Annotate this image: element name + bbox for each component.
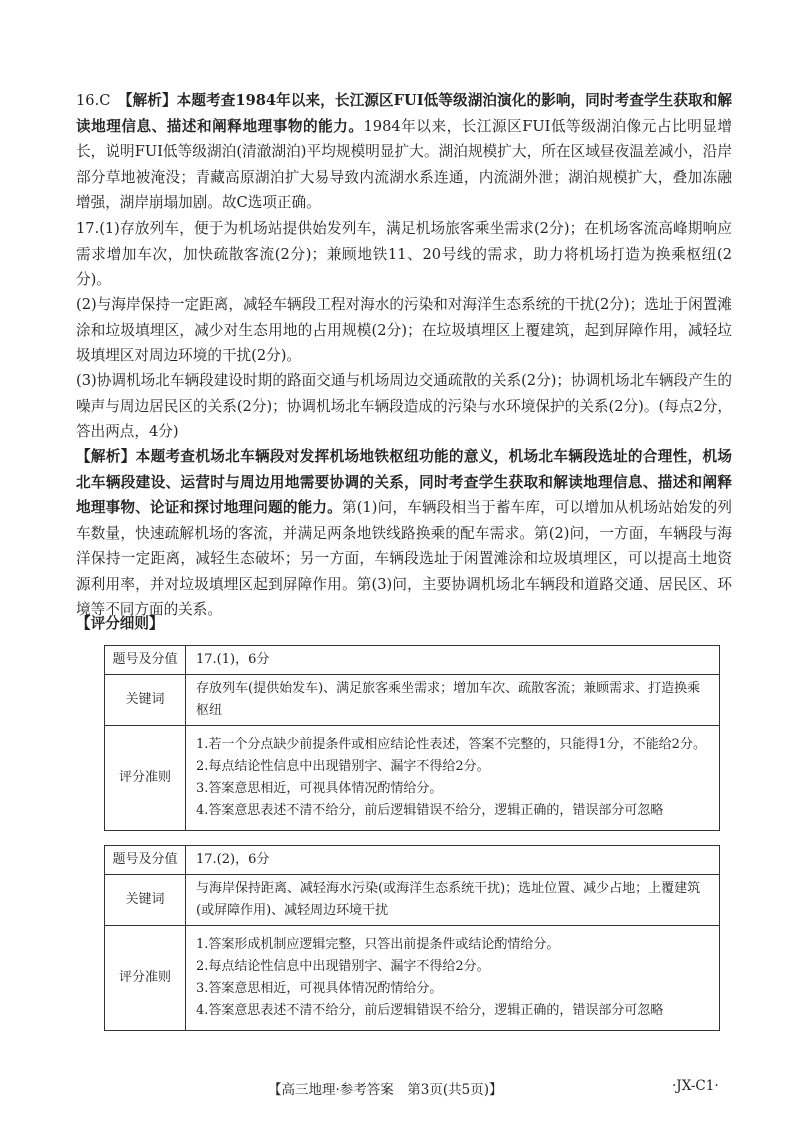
score-value: 17.(1)，6分 xyxy=(186,646,720,675)
analysis-tag: 【解析】 xyxy=(76,448,136,465)
table-row xyxy=(105,846,720,875)
keywords-value: 与海岸保持距离、减轻海水污染(或海洋生态系统干扰)；选址位置、减少占地；上覆建筑(或屏障作用)、减轻周边环境干扰 xyxy=(186,875,720,926)
keywords-label: 关键词 xyxy=(105,675,186,726)
criteria-item: 4.答案意思表述不清不给分，前后逻辑错误不给分，逻辑正确的，错误部分可忽略 xyxy=(196,1003,664,1018)
question-17-analysis-body: 第(1)问，车辆段相当于蓄车库，可以增加从机场站始发的列车数量，快速疏解机场的客流，并满足两条地铁线路换乘的配车需求。第(2)问，一方面，车辆段与海洋保持一定距离，减轻生态破坏；另一方面，车辆段选址于闲置滩涂和垃圾填埋区，可以提高土地资源利用率，并对垃圾填埋区起到屏障作用。第(3)问，主要协调机场北车辆段和道路交通、居民区、环境等不同方面的关系。 xyxy=(76,499,732,618)
footer-code: ·JX-C1· xyxy=(672,1078,719,1094)
question-17-analysis-summary: 本题考查机场北车辆段对发挥机场地铁枢纽功能的意义，机场北车辆段选址的合理性，机场北车辆段建设、运营时与周边用地需要协调的关系，同时考查学生获取和解读地理信息、描述和阐释地理事物、论证和探讨地理问题的能力。 xyxy=(76,448,732,516)
criteria-item: 3.答案意思相近，可视具体情况酌情给分。 xyxy=(196,981,443,996)
criteria-item: 3.答案意思相近，可视具体情况酌情给分。 xyxy=(196,781,443,796)
question-17-part-3: (3)协调机场北车辆段建设时期的路面交通与机场周边交通疏散的关系(2分)；协调机场北车辆段产生的噪声与周边居民区的关系(2分)；协调机场北车辆段造成的污染与水环境保护的关系(2分)。(每点2分，答出两点，4分) xyxy=(76,372,732,440)
criteria-item: 1.答案形成机制应逻辑完整，只答出前提条件或结论酌情给分。 xyxy=(196,937,560,952)
table-row xyxy=(105,646,720,675)
criteria-list xyxy=(186,726,720,831)
criteria-label: 评分准则 xyxy=(105,926,186,1031)
question-17-part-1: 17.(1)存放列车，便于为机场站提供始发列车，满足机场旅客乘坐需求(2分)；在机场客流高峰期响应需求增加车次，加快疏散客流(2分)；兼顾地铁11、20号线的需求，助力将机场打造为换乘枢纽(2分)。 xyxy=(76,220,732,288)
scoring-heading: 【评分细则】 xyxy=(76,615,164,632)
criteria-list xyxy=(186,926,720,1031)
score-label: 题号及分值 xyxy=(105,846,186,875)
score-label: 题号及分值 xyxy=(105,646,186,675)
analysis-tag: 【解析】 xyxy=(125,92,177,109)
table-row xyxy=(105,926,720,1031)
question-16-analysis-summary: 本题考查1984年以来，长江源区FUI低等级湖泊演化的影响，同时考查学生获取和解读地理信息、描述和阐释地理事物的能力。 xyxy=(76,92,732,135)
question-16-analysis-body: 1984年以来，长江源区FUI低等级湖泊像元占比明显增长，说明FUI低等级湖泊(清澈湖泊)平均规模明显扩大。湖泊规模扩大，所在区域昼夜温差减小，沿岸部分草地被淹没；青藏高原湖泊扩大易导致内流湖水系连通，内流湖外泄；湖泊规模扩大，叠加冻融增强，湖岸崩塌加剧。故C选项正确。 xyxy=(76,117,732,211)
criteria-label: 评分准则 xyxy=(105,726,186,831)
keywords-value: 存放列车(提供始发车)、满足旅客乘坐需求；增加车次、疏散客流；兼顾需求、打造换乘枢纽 xyxy=(186,675,720,726)
scoring-table-1 xyxy=(104,645,720,831)
footer-page-info: 【高三地理·参考答案 第3页(共5页)】 xyxy=(268,1082,503,1098)
table-row xyxy=(105,675,720,726)
criteria-item: 4.答案意思表述不清不给分，前后逻辑错误不给分，逻辑正确的，错误部分可忽略 xyxy=(196,803,664,818)
table-row xyxy=(105,875,720,926)
scoring-table-2 xyxy=(104,845,720,1031)
criteria-item: 1.若一个分点缺少前提条件或相应结论性表述，答案不完整的，只能得1分，不能给2分。 xyxy=(196,737,706,752)
criteria-item: 2.每点结论性信息中出现错别字、漏字不得给2分。 xyxy=(196,959,490,974)
keywords-label: 关键词 xyxy=(105,875,186,926)
criteria-item: 2.每点结论性信息中出现错别字、漏字不得给2分。 xyxy=(196,759,490,774)
score-value: 17.(2)，6分 xyxy=(186,846,720,875)
question-17-analysis xyxy=(76,444,732,623)
table-row xyxy=(105,726,720,831)
question-17-part-2: (2)与海岸保持一定距离，减轻车辆段工程对海水的污染和对海洋生态系统的干扰(2分)；选址于闲置滩涂和垃圾填埋区，减少对生态用地的占用规模(2分)；在垃圾填埋区上覆建筑，起到屏障作用，减轻垃圾填埋区对周边环境的干扰(2分)。 xyxy=(76,296,732,364)
question-16-answer xyxy=(76,88,732,216)
question-16-number: 16.C xyxy=(76,92,111,109)
